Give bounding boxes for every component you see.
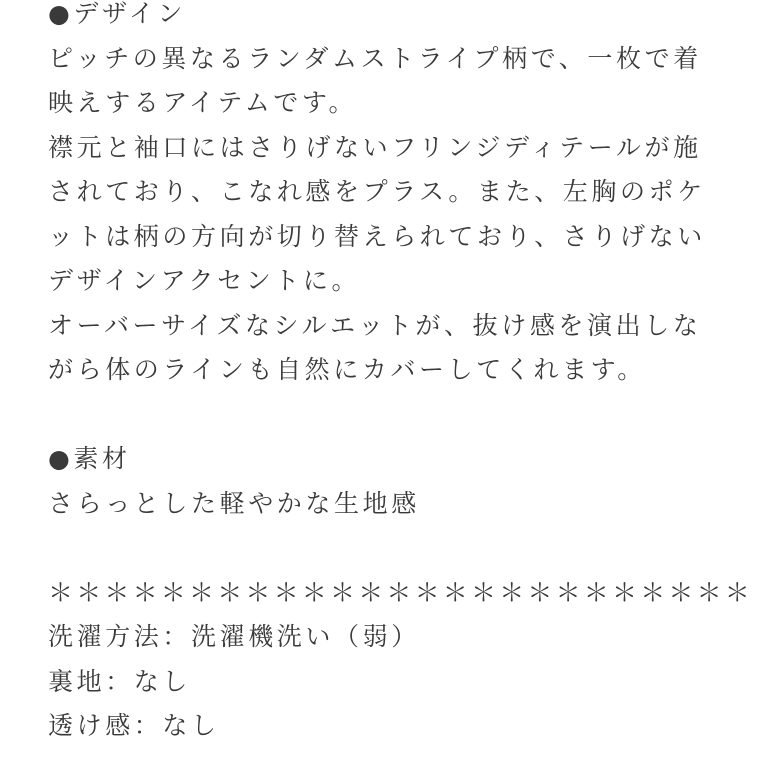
- spacer: [48, 393, 748, 438]
- washing-method: 洗濯方法：洗濯機洗い（弱）: [48, 622, 420, 651]
- product-description: [48, 0, 754, 749]
- lining-info: 裏地：なし: [48, 666, 192, 696]
- material-line: さらっとした軽やかな生地感: [48, 488, 420, 518]
- design-line-6: デザインアクセントに。: [48, 266, 361, 295]
- design-line-8: がら体のラインも自然にカバーしてくれます。: [48, 355, 646, 384]
- divider-stars: ＊＊＊＊＊＊＊＊＊＊＊＊＊＊＊＊＊＊＊＊＊＊＊＊＊: [48, 577, 754, 607]
- design-line-7: オーバーサイズなシルエットが、抜け感を演出しな: [48, 310, 702, 340]
- design-heading: ●デザイン: [48, 0, 187, 28]
- spacer: [48, 526, 748, 571]
- material-heading: ●素材: [48, 444, 131, 473]
- transparency-info: 透け感：なし: [48, 711, 220, 740]
- design-line-4: されており、こなれ感をプラス。また、左胸のポケ: [48, 177, 706, 206]
- design-line-2: 映えするアイテムです。: [48, 88, 358, 117]
- design-line-5: ットは柄の方向が切り替えられており、さりげない: [48, 221, 706, 251]
- design-line-3: 襟元と袖口にはさりげないフリンジディテールが施: [48, 132, 702, 162]
- design-line-1: ピッチの異なるランダムストライプ柄で、一枚で着: [48, 43, 702, 73]
